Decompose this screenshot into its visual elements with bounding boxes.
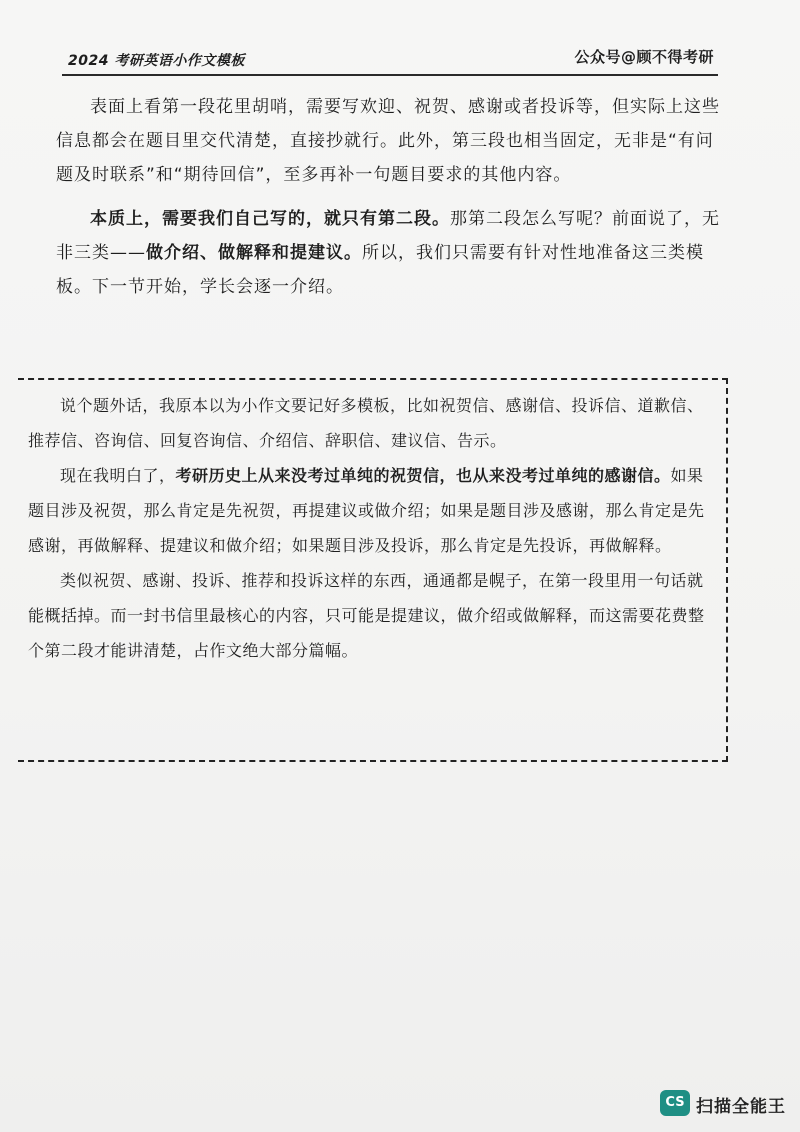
aside-paragraph-1 bbox=[28, 388, 718, 458]
camscanner-logo-icon: CS bbox=[660, 1090, 690, 1116]
aside-paragraph-1-text: 说个题外话，我原本以为小作文要记好多模板，比如祝贺信、感谢信、投诉信、道歉信、推荐信、咨询信、回复咨询信、介绍信、辞职信、建议信、告示。 bbox=[28, 396, 704, 450]
page-header bbox=[62, 46, 718, 76]
paragraph-1 bbox=[56, 90, 720, 192]
aside-paragraph-3 bbox=[28, 563, 718, 668]
aside-box-text bbox=[28, 388, 718, 668]
header-title: 2024 考研英语小作文模板 bbox=[68, 53, 245, 69]
aside-paragraph-2-rest: 如果题目涉及祝贺，那么肯定是先祝贺，再提建议或做介绍；如果是题目涉及感谢，那么肯定是先感谢，再做解释、提建议和做介绍；如果题目涉及投诉，那么肯定是先投诉，再做解释。 bbox=[28, 466, 705, 555]
paragraph-1-text: 表面上看第一段花里胡哨，需要写欢迎、祝贺、感谢或者投诉等，但实际上这些信息都会在题目里交代清楚，直接抄就行。此外，第三段也相当固定，无非是“有问题及时联系”和“期待回信”，至多再补一句题目要求的其他内容。 bbox=[56, 97, 720, 185]
paragraph-2-text-b: 所以，我们只需要有针对性地准备这三类模板。下一节开始，学长会逐一介绍。 bbox=[56, 243, 704, 297]
aside-paragraph-3-text: 类似祝贺、感谢、投诉、推荐和投诉这样的东西，通通都是幌子，在第一段里用一句话就能概括掉。而一封书信里最核心的内容，只可能是提建议，做介绍或做解释，而这需要花费整个第二段才能讲清楚，占作文绝大部分篇幅。 bbox=[28, 571, 705, 660]
paragraph-2-bold-2: 做介绍、做解释和提建议。 bbox=[146, 243, 362, 263]
aside-paragraph-2 bbox=[28, 458, 718, 563]
aside-paragraph-2-bold: 考研历史上从来没考过单纯的祝贺信，也从来没考过单纯的感谢信。 bbox=[175, 466, 671, 485]
main-text bbox=[56, 90, 720, 314]
aside-paragraph-2-plain: 现在我明白了， bbox=[60, 466, 176, 485]
paragraph-2 bbox=[56, 202, 720, 304]
scanner-app-name: 扫描全能王 bbox=[696, 1097, 786, 1117]
paragraph-2-bold: 本质上，需要我们自己写的，就只有第二段。 bbox=[90, 209, 450, 229]
paragraph-2-text-a: 那第二段怎么写呢？前面说了，无非三类—— bbox=[56, 209, 720, 263]
header-source: 公众号@顾不得考研 bbox=[574, 48, 714, 66]
